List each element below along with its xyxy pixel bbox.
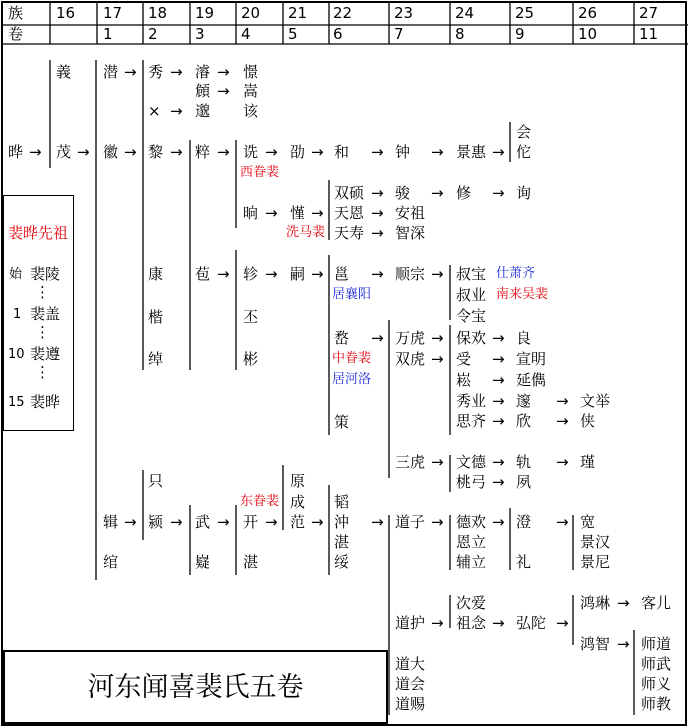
arrow: →: [265, 513, 278, 531]
volume-number: 2: [148, 25, 158, 43]
person: 策: [334, 413, 350, 431]
person: 宽: [580, 513, 596, 531]
arrow: →: [217, 82, 230, 100]
person: 秀业: [456, 392, 487, 410]
generation-number: 19: [195, 4, 215, 22]
person: 康: [148, 265, 164, 283]
arrow: →: [29, 143, 42, 161]
legend-title: 裴晔先祖: [8, 224, 69, 242]
volume-number: 4: [241, 25, 251, 43]
person: 邈: [195, 102, 211, 120]
person: 万虎: [395, 329, 426, 347]
person: 双硕: [334, 184, 365, 202]
person: 晌: [243, 204, 259, 222]
person: 智深: [395, 224, 426, 242]
arrow: →: [217, 63, 230, 81]
person: 道赐: [395, 695, 426, 713]
ellipsis-dots: ⋮: [35, 283, 50, 301]
generation-number: 21: [288, 4, 308, 22]
person: 夙: [516, 473, 532, 491]
person: 武: [195, 513, 211, 531]
person: 次爱: [456, 594, 487, 612]
legend-num: 始: [9, 267, 23, 282]
person: 绥: [334, 553, 350, 571]
generation-number: 23: [394, 4, 414, 22]
person: 晔: [8, 143, 24, 161]
arrow: →: [431, 143, 444, 161]
person: 慬: [290, 204, 306, 222]
ellipsis-dots: ⋮: [35, 363, 50, 381]
person: 恩立: [456, 533, 487, 551]
legend-num: 15: [8, 395, 25, 410]
arrow: →: [311, 513, 324, 531]
person: 只: [148, 472, 164, 490]
person: 和: [334, 143, 350, 161]
person: 義: [56, 63, 72, 81]
person: 良: [516, 329, 532, 347]
person: 嵍: [334, 329, 350, 347]
arrow: →: [431, 184, 444, 202]
person: 绾: [103, 553, 119, 571]
person: 侠: [580, 412, 596, 430]
legend-name: 裴晔: [30, 393, 61, 411]
person: 彬: [243, 350, 259, 368]
person: 叔宝: [456, 265, 487, 283]
person: 顺宗: [395, 265, 426, 283]
generation-number: 26: [578, 4, 598, 22]
person: 楷: [148, 308, 164, 326]
branch-note: 南来吴裴: [496, 287, 549, 302]
person: 崧: [456, 371, 472, 389]
person: 頠: [195, 82, 211, 100]
generation-number: 18: [148, 4, 168, 22]
person: 开: [243, 513, 259, 531]
generation-number: 20: [241, 4, 261, 22]
person: 茂: [56, 143, 72, 161]
arrow: →: [431, 329, 444, 347]
person: 嵩: [243, 82, 259, 100]
person: 秀: [148, 63, 164, 81]
legend-name: 裴盖: [30, 305, 61, 323]
arrow: →: [556, 412, 569, 430]
branch-note: 中眷裴: [332, 351, 372, 366]
generation-number: 22: [333, 4, 353, 22]
arrow: →: [371, 143, 384, 161]
arrow: →: [492, 371, 505, 389]
arrow: →: [217, 265, 230, 283]
branch-note: 洗马裴: [286, 225, 326, 240]
person: 文举: [580, 392, 611, 410]
person: 天寿: [334, 224, 365, 242]
person: 瑾: [580, 453, 596, 471]
person: 劭: [290, 143, 306, 161]
person: 桃弓: [456, 473, 487, 491]
person: 湛: [243, 553, 259, 571]
person: 安祖: [395, 204, 426, 222]
person: 询: [516, 184, 532, 202]
arrow: →: [431, 614, 444, 632]
person: 修: [456, 184, 472, 202]
person: 会: [516, 123, 532, 141]
arrow: →: [556, 392, 569, 410]
person: 双虎: [395, 350, 426, 368]
branch-note: 西眷裴: [240, 165, 280, 180]
person: 鸿琳: [580, 594, 611, 612]
person: 辑: [103, 513, 119, 531]
generation-number: 25: [515, 4, 535, 22]
generation-number: 16: [56, 4, 76, 22]
person: 道大: [395, 655, 426, 673]
person: 道会: [395, 675, 426, 693]
person: 憬: [243, 63, 259, 81]
volume-number: 9: [515, 25, 525, 43]
person: 保欢: [456, 329, 487, 347]
volume-number: 6: [333, 25, 343, 43]
volume-number: 10: [578, 25, 598, 43]
person: 濬: [195, 63, 211, 81]
ancestor-legend: [3, 195, 74, 431]
volume-number: 7: [394, 25, 404, 43]
arrow: →: [431, 453, 444, 471]
person: 丕: [243, 308, 259, 326]
arrow: →: [556, 614, 569, 632]
person: 苞: [195, 265, 211, 283]
arrow: →: [492, 392, 505, 410]
arrow: →: [492, 453, 505, 471]
person: 绰: [148, 350, 164, 368]
arrow: →: [492, 184, 505, 202]
arrow: →: [371, 184, 384, 202]
person: 景汉: [580, 533, 611, 551]
person: 叔业: [456, 286, 487, 304]
person: 师道: [641, 635, 672, 653]
generation-number: 27: [639, 4, 659, 22]
person: 令宝: [456, 307, 487, 325]
arrow: →: [265, 204, 278, 222]
arrow: →: [265, 265, 278, 283]
person: 辅立: [456, 553, 487, 571]
person: 邕: [334, 265, 350, 283]
person: 道子: [395, 513, 426, 531]
branch-note: 东眷裴: [240, 494, 280, 509]
arrow: →: [124, 513, 137, 531]
arrow: →: [371, 329, 384, 347]
arrow: →: [492, 513, 505, 531]
person: 祖念: [456, 614, 487, 632]
person: 成: [290, 493, 306, 511]
branch-note: 居襄阳: [332, 287, 372, 302]
person: 景尼: [580, 553, 611, 571]
arrow: →: [265, 143, 278, 161]
arrow: →: [170, 63, 183, 81]
person: 骏: [395, 184, 411, 202]
person: 客儿: [641, 594, 672, 612]
volume-number: 8: [455, 25, 465, 43]
person: 嗣: [290, 265, 306, 283]
volume-number: 11: [639, 25, 659, 43]
arrow: →: [492, 329, 505, 347]
arrow: →: [492, 412, 505, 430]
person: 嶷: [195, 553, 211, 571]
arrow: →: [617, 635, 630, 653]
arrow: →: [492, 614, 505, 632]
person: 师义: [641, 675, 672, 693]
chart-title: 河东闻喜裴氏五卷: [87, 672, 304, 703]
arrow: →: [311, 204, 324, 222]
arrow: →: [492, 143, 505, 161]
person: 受: [456, 350, 472, 368]
person: 轸: [243, 265, 259, 283]
person: 诜: [243, 143, 259, 161]
person: 师教: [641, 695, 672, 713]
legend-name: 裴陵: [30, 265, 61, 283]
person: 师武: [641, 655, 672, 673]
person: 范: [290, 513, 306, 531]
title-box: [3, 650, 388, 724]
person: 宣明: [516, 350, 547, 368]
person: 道护: [395, 614, 426, 632]
person: 轨: [516, 453, 532, 471]
arrow: →: [556, 453, 569, 471]
person: 景惠: [456, 143, 487, 161]
header-generation-label: 族: [8, 4, 24, 22]
person: 思齐: [456, 412, 487, 430]
person: 邃: [516, 392, 532, 410]
person: 颍: [148, 513, 164, 531]
person: 三虎: [395, 453, 426, 471]
legend-num: 1: [13, 307, 22, 322]
person: 潜: [103, 63, 119, 81]
arrow: →: [371, 224, 384, 242]
volume-number: 3: [195, 25, 205, 43]
arrow: →: [124, 143, 137, 161]
arrow: →: [77, 143, 90, 161]
person: 粹: [195, 143, 211, 161]
arrow: →: [617, 594, 630, 612]
generation-number: 17: [103, 4, 123, 22]
person: 德欢: [456, 513, 487, 531]
person: 徽: [103, 143, 119, 161]
volume-number: 1: [103, 25, 113, 43]
branch-note: 居河洛: [332, 372, 372, 387]
arrow: →: [431, 350, 444, 368]
arrow: →: [124, 63, 137, 81]
arrow: →: [311, 265, 324, 283]
person: 礼: [516, 553, 532, 571]
legend-name: 裴遵: [30, 345, 61, 363]
person: 弘陀: [516, 614, 547, 632]
header-volume-label: 卷: [8, 25, 24, 43]
cross-mark: ×: [148, 102, 161, 120]
person: 鸿智: [580, 635, 611, 653]
arrow: →: [170, 513, 183, 531]
person: 天恩: [334, 204, 365, 222]
person: 湛: [334, 533, 350, 551]
arrow: →: [431, 265, 444, 283]
person: 黎: [148, 143, 164, 161]
arrow: →: [431, 513, 444, 531]
person: 原: [290, 472, 306, 490]
arrow: →: [492, 350, 505, 368]
person: 延儁: [516, 371, 547, 389]
arrow: →: [311, 143, 324, 161]
arrow: →: [556, 513, 569, 531]
person: 韬: [334, 493, 350, 511]
person: 沖: [334, 513, 350, 531]
arrow: →: [170, 143, 183, 161]
person: 钟: [395, 143, 411, 161]
person: 文德: [456, 453, 487, 471]
arrow: →: [371, 513, 384, 531]
arrow: →: [371, 265, 384, 283]
arrow: →: [371, 204, 384, 222]
volume-number: 5: [288, 25, 298, 43]
legend-num: 10: [8, 347, 25, 362]
person: 欣: [516, 412, 532, 430]
ellipsis-dots: ⋮: [35, 323, 50, 341]
arrow: →: [217, 513, 230, 531]
arrow: →: [217, 143, 230, 161]
branch-note: 仕萧齐: [496, 266, 536, 281]
generation-number: 24: [455, 4, 475, 22]
arrow: →: [492, 473, 505, 491]
person: 该: [243, 102, 259, 120]
person: 澄: [516, 513, 532, 531]
arrow: →: [170, 102, 183, 120]
person: 佗: [516, 143, 532, 161]
